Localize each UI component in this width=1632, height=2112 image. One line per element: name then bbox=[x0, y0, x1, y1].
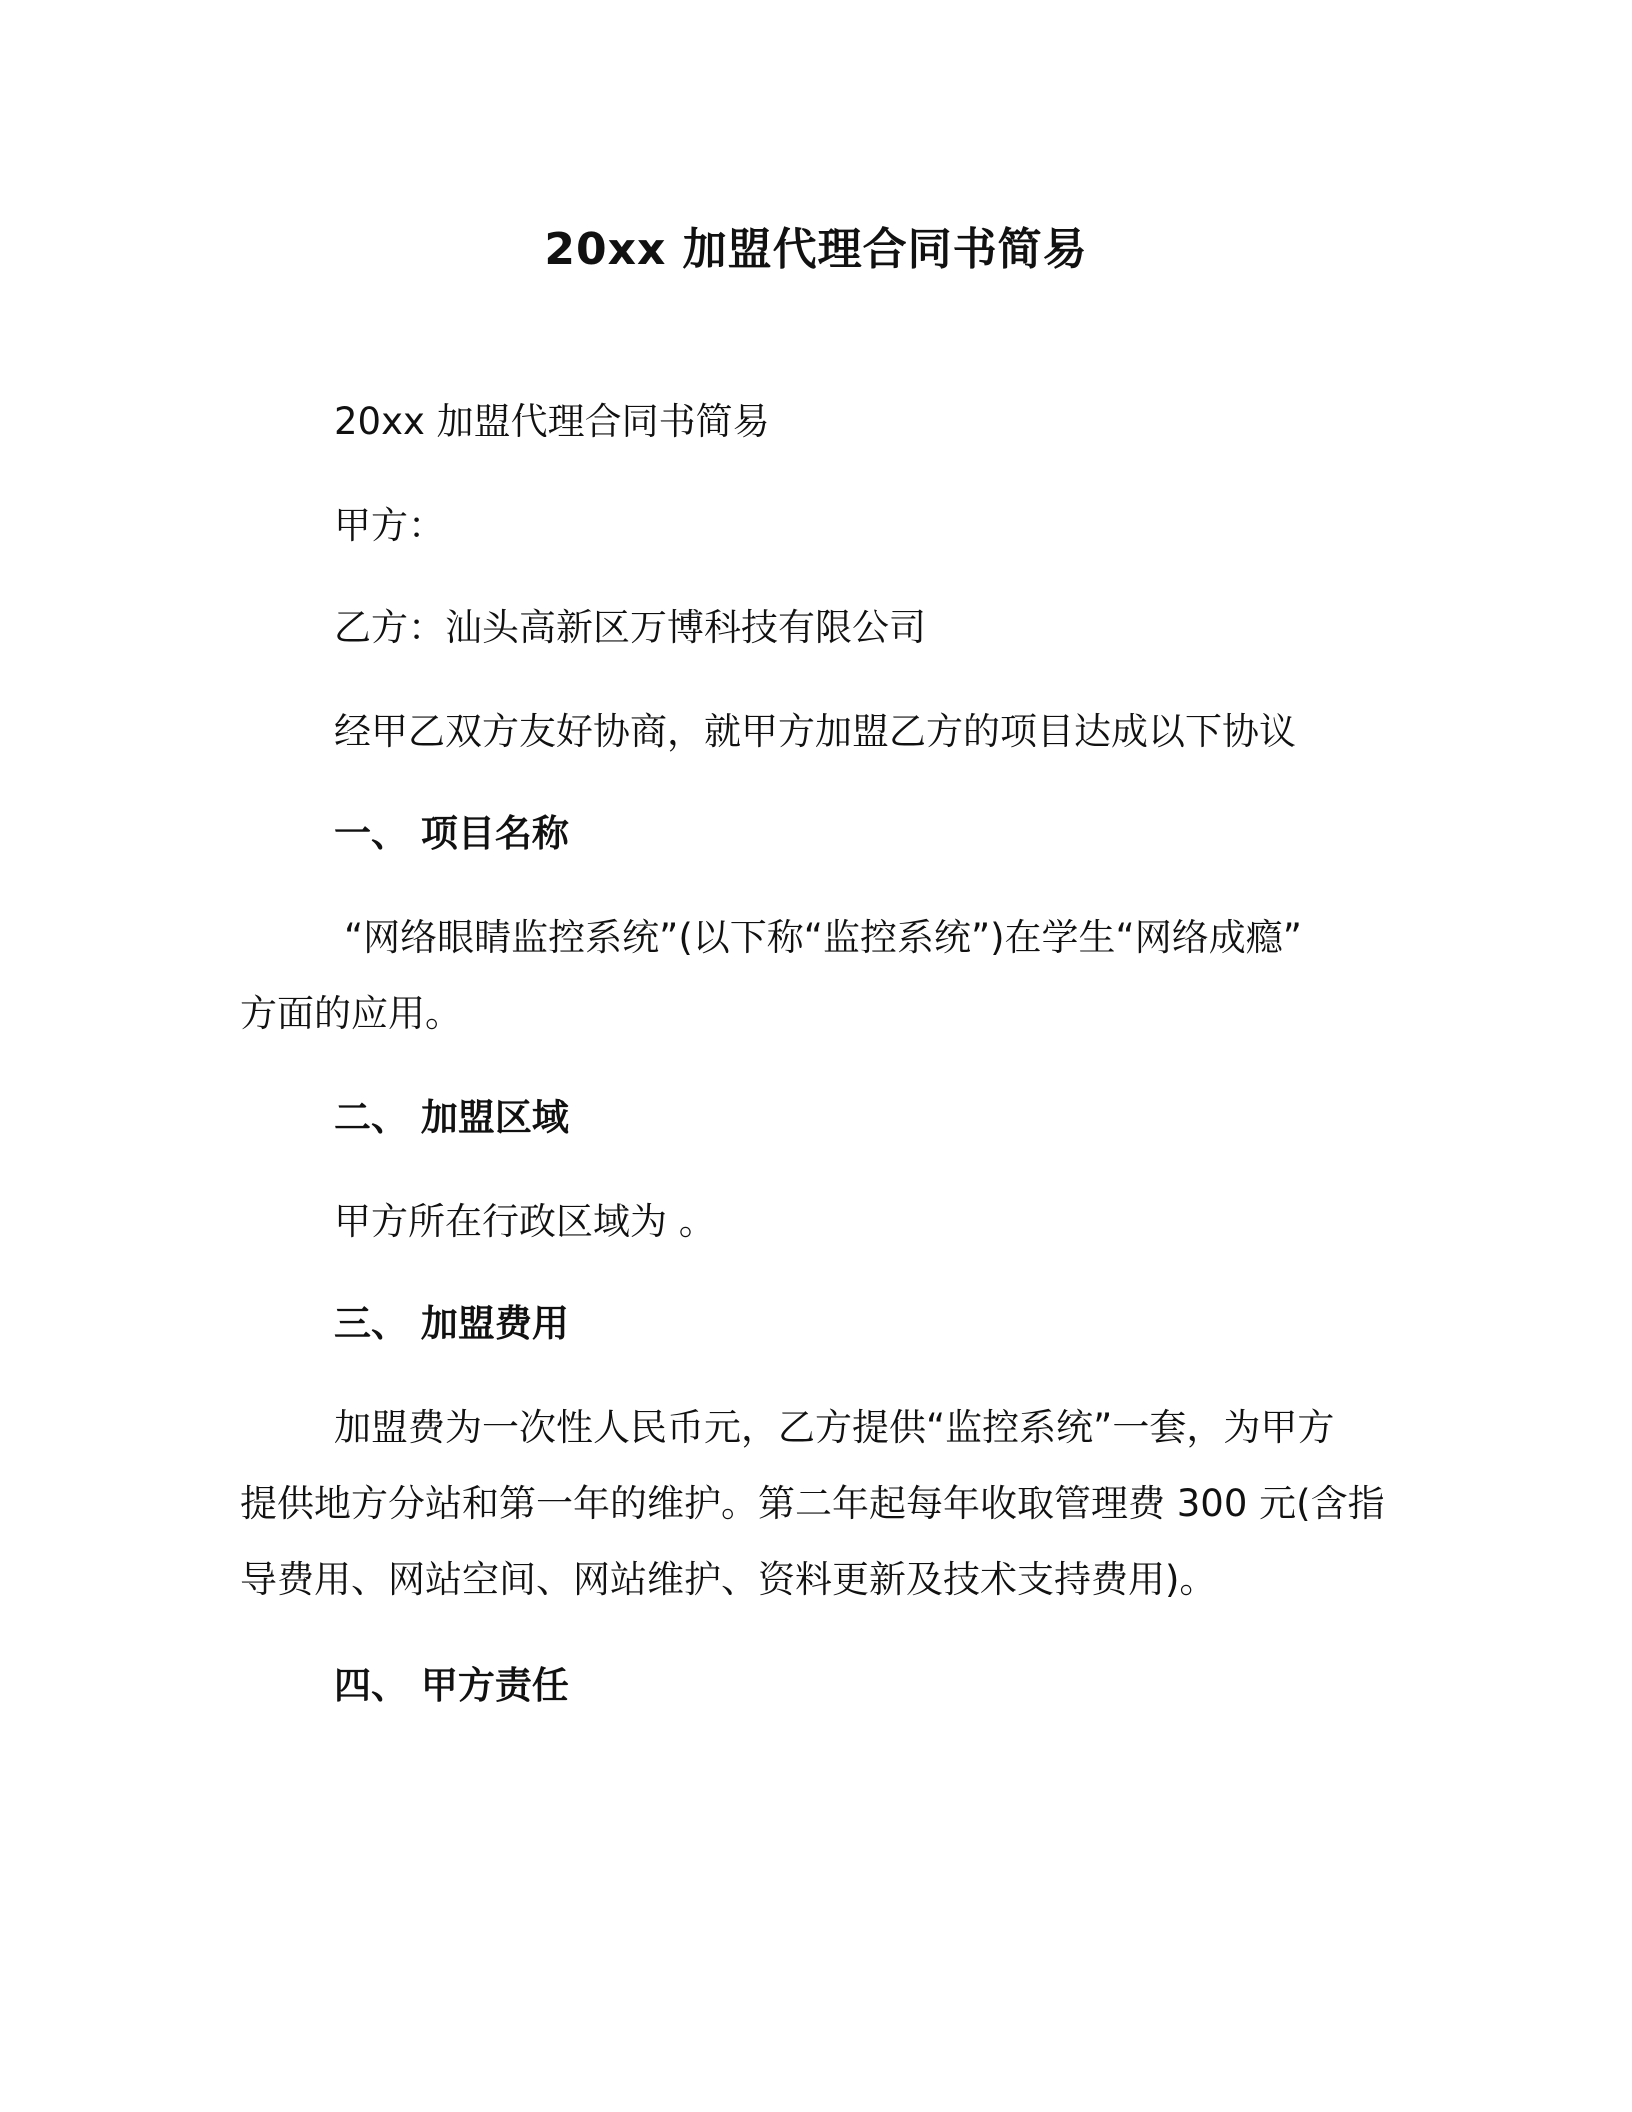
section-2-heading: 二、 加盟区域 bbox=[334, 1096, 569, 1139]
section-3-line-1: 加盟费为一次性人民币元，乙方提供“监控系统”一套，为甲方 bbox=[334, 1406, 1335, 1449]
section-1-line-1: “网络眼睛监控系统”(以下称“监控系统”)在学生“网络成瘾” bbox=[344, 916, 1302, 959]
intro-paragraph: 经甲乙双方友好协商，就甲方加盟乙方的项目达成以下协议 bbox=[334, 710, 1296, 753]
party-a-paragraph: 甲方： bbox=[334, 504, 445, 547]
document-title: 20xx 加盟代理合同书简易 bbox=[544, 224, 1088, 275]
section-1-line-2: 方面的应用。 bbox=[240, 992, 462, 1035]
section-2-body: 甲方所在行政区域为 。 bbox=[334, 1200, 716, 1243]
subtitle-paragraph: 20xx 加盟代理合同书简易 bbox=[334, 400, 770, 443]
section-3-heading: 三、 加盟费用 bbox=[334, 1302, 569, 1345]
section-3-line-2: 提供地方分站和第一年的维护。第二年起每年收取管理费 300 元(含指 bbox=[240, 1482, 1385, 1525]
party-b-paragraph: 乙方：汕头高新区万博科技有限公司 bbox=[334, 606, 926, 649]
section-1-heading: 一、 项目名称 bbox=[334, 812, 569, 855]
section-4-heading: 四、 甲方责任 bbox=[334, 1664, 569, 1707]
section-3-line-3: 导费用、网站空间、网站维护、资料更新及技术支持费用)。 bbox=[240, 1558, 1217, 1601]
